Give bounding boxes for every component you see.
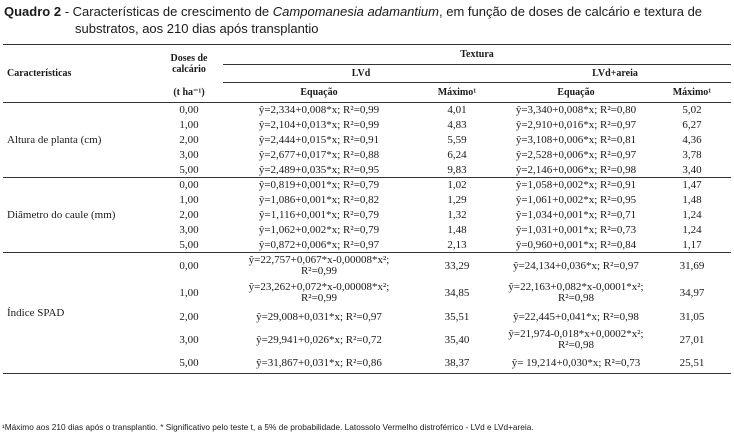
equation-lvdareia: ŷ=3,108+0,006*x; R²=0,81 bbox=[515, 134, 637, 146]
max-lvd: 38,37 bbox=[444, 357, 470, 370]
max-lvd: 2,13 bbox=[447, 238, 467, 251]
max-lvdareia: 3,40 bbox=[682, 163, 702, 176]
max-lvdareia: 31,05 bbox=[679, 310, 705, 323]
max-lvd: 1,29 bbox=[447, 194, 467, 206]
max-lvd: 4,83 bbox=[447, 119, 467, 131]
equation-lvdareia: ŷ=24,134+0,036*x; R²=0,97 bbox=[513, 260, 639, 273]
dose-cell: 3,00 bbox=[179, 149, 199, 161]
equation-line: ŷ=23,262+0,072*x-0,00008*x²; bbox=[248, 281, 390, 293]
max-lvd: 35,51 bbox=[444, 310, 470, 323]
dose-cell: 2,00 bbox=[179, 134, 199, 146]
table-row bbox=[3, 103, 731, 118]
max-lvdareia: 6,27 bbox=[682, 119, 702, 131]
equation-lvd: ŷ=2,334+0,008*x; R²=0,99 bbox=[258, 104, 380, 117]
equation-lvdareia bbox=[499, 280, 653, 307]
group-name-diametro: Diâmetro do caule (mm) bbox=[3, 178, 155, 253]
dose-cell: 1,00 bbox=[179, 287, 199, 299]
equation-lvdareia: ŷ=3,340+0,008*x; R²=0,80 bbox=[515, 104, 637, 117]
equation-lvd: ŷ=2,444+0,015*x; R²=0,91 bbox=[258, 134, 380, 146]
equation-lvd: ŷ=1,062+0,002*x; R²=0,79 bbox=[258, 224, 380, 236]
max-lvd: 1,32 bbox=[447, 209, 467, 221]
equation-lvdareia: ŷ=1,058+0,002*x; R²=0,91 bbox=[515, 179, 637, 192]
caption-species: Campomanesia adamantium bbox=[272, 4, 439, 19]
dose-cell: 1,00 bbox=[179, 119, 199, 131]
equation-line: ŷ=22,163+0,082*x-0,0001*x²; bbox=[508, 281, 644, 293]
equation-lvdareia: ŷ=1,034+0,001*x; R²=0,71 bbox=[515, 209, 637, 221]
dose-cell: 1,00 bbox=[179, 194, 199, 206]
dose-cell: 0,00 bbox=[179, 179, 199, 192]
max-lvd: 33,29 bbox=[444, 260, 470, 273]
equation-lvd: ŷ=1,086+0,001*x; R²=0,82 bbox=[258, 194, 380, 206]
max-lvd: 5,59 bbox=[447, 134, 467, 146]
header-unit: (t ha⁻¹) bbox=[173, 86, 205, 98]
table-footnote: ¹Máximo aos 210 dias após o transplantio. * Significativo pelo teste t, a 5% de probabilidade. Latossolo Vermelho distroférrico - LVd e LVd+areia. bbox=[2, 422, 534, 432]
max-lvd: 1,02 bbox=[447, 179, 467, 192]
equation-lvdareia: ŷ=22,445+0,041*x; R²=0,98 bbox=[513, 310, 639, 323]
header-lvd: LVd bbox=[223, 65, 499, 83]
equation-lvd: ŷ=2,677+0,017*x; R²=0,88 bbox=[258, 149, 380, 161]
max-lvdareia: 34,97 bbox=[679, 287, 705, 299]
max-lvdareia: 1,48 bbox=[682, 194, 702, 206]
max-lvdareia: 4,36 bbox=[682, 134, 702, 146]
max-lvd: 34,85 bbox=[444, 287, 470, 299]
equation-lvd: ŷ=2,104+0,013*x; R²=0,99 bbox=[258, 119, 380, 131]
header-maximo-lvd: Máximo¹ bbox=[437, 87, 477, 98]
caption-prefix: - Características de crescimento de bbox=[61, 4, 273, 19]
equation-r2: R²=0,98 bbox=[557, 339, 595, 351]
equation-lvd: ŷ=29,941+0,026*x; R²=0,72 bbox=[256, 334, 382, 346]
equation-lvdareia: ŷ=1,031+0,001*x; R²=0,73 bbox=[515, 224, 637, 236]
header-lvdareia: LVd+areia bbox=[499, 65, 731, 83]
dose-cell: 5,00 bbox=[179, 357, 199, 370]
dose-cell: 2,00 bbox=[179, 209, 199, 221]
equation-lvdareia: ŷ=0,960+0,001*x; R²=0,84 bbox=[515, 238, 637, 251]
max-lvdareia: 25,51 bbox=[679, 357, 705, 370]
equation-lvd bbox=[223, 253, 415, 280]
max-lvd: 1,48 bbox=[447, 224, 467, 236]
dose-cell: 3,00 bbox=[179, 224, 199, 236]
table-row bbox=[3, 253, 731, 280]
dose-cell: 3,00 bbox=[179, 334, 199, 346]
max-lvdareia: 1,24 bbox=[682, 224, 702, 236]
equation-r2: R²=0,99 bbox=[300, 265, 338, 278]
equation-lvdareia: ŷ=2,146+0,006*x; R²=0,98 bbox=[515, 163, 637, 176]
header-maximo-lvdareia: Máximo¹ bbox=[672, 87, 712, 98]
equation-lvd: ŷ=31,867+0,031*x; R²=0,86 bbox=[256, 357, 382, 370]
table-row bbox=[3, 178, 731, 193]
caption-suffix: , em função de doses de calcário e textura de bbox=[438, 4, 703, 19]
dose-cell: 0,00 bbox=[179, 260, 199, 273]
equation-lvdareia: ŷ= 19,214+0,030*x; R²=0,73 bbox=[511, 357, 641, 370]
equation-lvd: ŷ=29,008+0,031*x; R²=0,97 bbox=[256, 310, 382, 323]
header-caracteristicas: Características bbox=[3, 45, 155, 103]
max-lvdareia: 1,47 bbox=[682, 179, 702, 192]
dose-cell: 2,00 bbox=[179, 310, 199, 323]
equation-lvd: ŷ=1,116+0,001*x; R²=0,79 bbox=[259, 209, 379, 221]
equation-r2: R²=0,99 bbox=[300, 292, 338, 304]
equation-lvd: ŷ=0,872+0,006*x; R²=0,97 bbox=[258, 238, 380, 251]
equation-lvdareia: ŷ=2,910+0,016*x; R²=0,97 bbox=[515, 119, 637, 131]
max-lvdareia: 27,01 bbox=[679, 334, 705, 346]
max-lvdareia: 31,69 bbox=[679, 260, 705, 273]
max-lvd: 9,83 bbox=[447, 163, 467, 176]
max-lvdareia: 1,17 bbox=[682, 238, 702, 251]
equation-lvd: ŷ=2,489+0,035*x; R²=0,95 bbox=[258, 163, 380, 176]
dose-cell: 5,00 bbox=[179, 238, 199, 251]
caption-label: Quadro 2 bbox=[4, 4, 62, 19]
max-lvdareia: 1,24 bbox=[682, 209, 702, 221]
header-equacao-lvd: Equação bbox=[300, 87, 338, 98]
header-equacao-lvdareia: Equação bbox=[557, 87, 595, 98]
group-name-spad: Índice SPAD bbox=[3, 253, 155, 374]
equation-lvd bbox=[223, 280, 415, 307]
caption-line2: substratos, aos 210 dias após transplantio bbox=[75, 21, 319, 36]
dose-cell: 0,00 bbox=[179, 104, 199, 117]
table-caption bbox=[4, 3, 732, 37]
max-lvdareia: 5,02 bbox=[682, 104, 702, 117]
max-lvdareia: 3,78 bbox=[682, 149, 702, 161]
equation-line: ŷ=21,974-0,018*x+0,0002*x²; bbox=[508, 328, 644, 340]
equation-lvd: ŷ=0,819+0,001*x; R²=0,79 bbox=[258, 179, 380, 192]
dose-cell: 5,00 bbox=[179, 163, 199, 176]
max-lvd: 35,40 bbox=[444, 334, 470, 346]
max-lvd: 6,24 bbox=[447, 149, 467, 161]
equation-lvdareia bbox=[499, 327, 653, 354]
equation-r2: R²=0,98 bbox=[557, 292, 595, 304]
group-name-altura: Altura de planta (cm) bbox=[7, 134, 102, 146]
equation-lvdareia: ŷ=2,528+0,006*x; R²=0,97 bbox=[515, 149, 637, 161]
equation-line: ŷ=22,757+0,067*x-0,00008*x²; bbox=[248, 254, 390, 267]
max-lvd: 4,01 bbox=[447, 104, 467, 117]
results-table bbox=[3, 44, 731, 374]
equation-lvdareia: ŷ=1,061+0,002*x; R²=0,95 bbox=[515, 194, 637, 206]
header-textura: Textura bbox=[223, 45, 731, 65]
header-doses: Doses de calcário bbox=[170, 52, 208, 75]
